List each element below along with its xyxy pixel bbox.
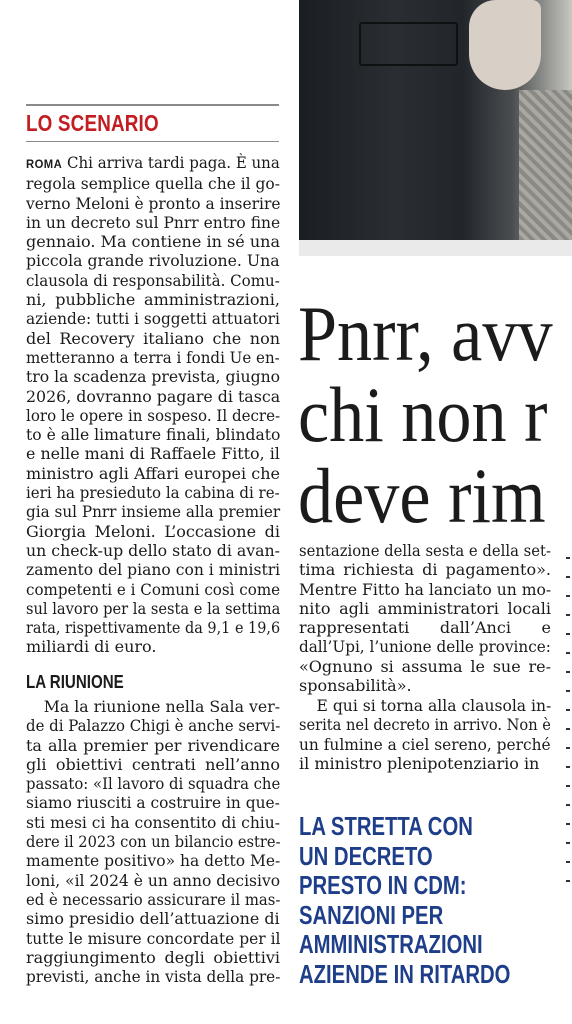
headline-line: chi non r xyxy=(298,371,548,458)
text-line xyxy=(26,153,280,174)
text-line: il ministro plenipotenziario in xyxy=(299,753,540,773)
text-line: zamento del piano con i ministri xyxy=(26,560,281,580)
text-line: serita nel decreto in arrivo. Non è xyxy=(299,715,551,735)
pullquote xyxy=(299,812,570,989)
text-line: tima richiesta di pagamento». xyxy=(299,560,551,580)
text-line: metteranno a terra i fondi Ue en- xyxy=(26,347,280,367)
text-line: ta alla premier per rivendicare xyxy=(26,735,280,755)
text-line: to è alle limature finali, blindato xyxy=(26,425,281,445)
pullquote-line: SANZIONI PER xyxy=(299,899,444,930)
text-line: ministro agli Affari europei che xyxy=(26,463,280,483)
text-line: del Recovery italiano che non xyxy=(26,328,280,348)
headline-line: Pnrr, avv xyxy=(298,293,553,377)
headline-line: deve rim xyxy=(298,452,546,536)
text-line: gli obiettivi centrati nell’anno xyxy=(26,754,280,774)
text-line: sti mesi ci ha consentito di chiu- xyxy=(26,812,280,832)
text-line: rappresentati dall’Anci e xyxy=(299,618,551,638)
text-line: tutte le misure concordate per il xyxy=(26,928,281,948)
text-line: loni, «il 2024 è un anno decisivo xyxy=(26,870,281,890)
text-line: mamente positivo» ha detto Me- xyxy=(26,851,281,871)
text-line: simo presidio dell’attuazione di xyxy=(26,909,280,929)
text-line: sponsabilità». xyxy=(299,676,412,696)
text-line: de di Palazzo Chigi è anche servi- xyxy=(26,716,281,736)
kicker-bottom-rule xyxy=(26,141,279,142)
text-line: in un decreto sul Pnrr entro fine xyxy=(26,212,281,232)
text-line: Ma la riunione nella Sala ver- xyxy=(43,697,281,716)
text-line: tro la scadenza prevista, giugno xyxy=(26,367,281,387)
text-line: 2026, dovranno pagare di tasca xyxy=(26,386,281,406)
text-line-content: Chi arriva tardi paga. È una xyxy=(67,153,280,172)
text-line: E qui si torna alla clausola in- xyxy=(316,696,552,715)
photo-caption-strip xyxy=(299,240,572,256)
text-line: un check-up dello stato di avan- xyxy=(26,540,280,560)
text-line: e nelle mani di Raffaele Fitto, il xyxy=(26,444,280,464)
section-kicker: LO SCENARIO xyxy=(26,110,159,136)
photo-street-background xyxy=(519,90,572,240)
photo-coat-pocket xyxy=(359,22,458,66)
pullquote-line: LA STRETTA CON xyxy=(299,811,473,841)
pullquote-line: AMMINISTRAZIONI xyxy=(299,929,483,959)
column2-paragraph-1 xyxy=(299,541,551,695)
text-line: competenti e i Comuni così come xyxy=(26,579,281,599)
text-line: verno Meloni è pronto a inserire xyxy=(26,193,281,213)
text-line: rata, rispettivamente da 9,1 e 19,6 xyxy=(26,618,281,638)
text-line: loro le opere in sospeso. Il decre- xyxy=(26,405,281,425)
subhead-la-riunione: LA RIUNIONE xyxy=(26,672,124,692)
text-line: dall’Upi, l’unione delle province: xyxy=(299,637,551,657)
text-line: siamo riusciti a costruire in que- xyxy=(26,793,280,813)
text-line: clausola di responsabilità. Comu- xyxy=(26,270,280,290)
text-line: regola semplice quella che il go- xyxy=(26,174,280,194)
text-line: gia sul Pnrr insieme alla premier xyxy=(26,502,281,522)
text-line: Mentre Fitto ha lanciato un mo- xyxy=(299,579,552,599)
text-line: raggiungimento degli obiettivi xyxy=(26,947,280,967)
text-line: passato: «Il lavoro di squadra che xyxy=(26,774,281,794)
text-line: sentazione della sesta e della set- xyxy=(299,541,552,560)
text-line: piccola grande rivoluzione. Una xyxy=(26,251,280,271)
kicker-top-rule xyxy=(26,104,279,106)
text-line: miliardi di euro. xyxy=(26,637,157,657)
text-line: previsti, anche in vista della pre- xyxy=(26,967,281,987)
text-line: aziende: tutti i soggetti attuatori xyxy=(26,309,280,329)
dateline: ROMA xyxy=(26,157,63,171)
text-line: nito agli amministratori locali xyxy=(299,598,551,618)
next-column-edge xyxy=(566,540,572,980)
text-line: gennaio. Ma contiene in sé una xyxy=(26,232,280,252)
photo-hand xyxy=(469,0,541,90)
sidebar-paragraph-1 xyxy=(26,153,280,657)
sidebar-paragraph-2 xyxy=(26,697,280,986)
pullquote-line: UN DECRETO xyxy=(299,840,433,871)
text-line: Giorgia Meloni. L’occasione di xyxy=(26,521,280,541)
text-line: dere il 2023 con un bilancio estre- xyxy=(26,832,281,852)
column2-paragraph-2 xyxy=(299,696,551,773)
text-line: «Ognuno si assuma le sue re- xyxy=(299,656,551,676)
pullquote-line: PRESTO IN CDM: xyxy=(299,870,467,900)
headline xyxy=(298,293,572,536)
text-line: ni, pubbliche amministrazioni, xyxy=(26,290,280,310)
news-photo xyxy=(299,0,572,240)
text-line: un fulmine a ciel sereno, perché xyxy=(299,734,551,754)
text-line: sul lavoro per la sesta e la settima xyxy=(26,598,281,618)
text-line: ieri ha presieduto la cabina di re- xyxy=(26,483,280,503)
pullquote-line: AZIENDE IN RITARDO xyxy=(299,958,511,989)
text-line: ed è necessario assicurare il mas- xyxy=(26,889,281,909)
